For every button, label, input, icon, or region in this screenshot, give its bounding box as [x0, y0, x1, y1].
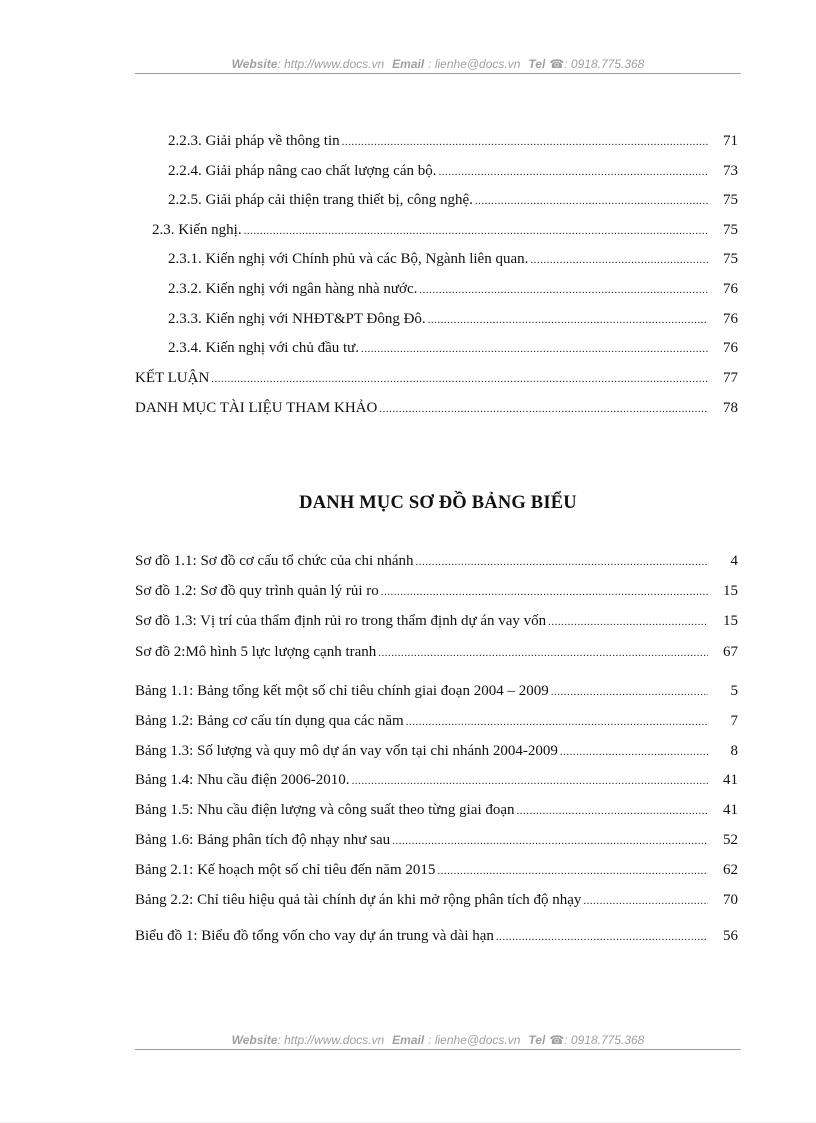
leader-dots — [416, 556, 708, 568]
table-entry[interactable]: Bảng 1.6: Bảng phân tích độ nhạy như sau ..... 52 — [135, 832, 738, 852]
table-entry[interactable]: Bảng 2.2: Chỉ tiêu hiệu quả tài chính dự án khi mở rộng phân tích độ nhạy ..... 70 — [135, 892, 738, 912]
table-entry[interactable]: Bảng 1.4: Nhu cầu điện 2006-2010. ..... 41 — [135, 772, 738, 792]
email-label: Email — [392, 57, 425, 71]
leader-dots — [428, 314, 708, 326]
diagram-entry[interactable]: Sơ đồ 1.2: Sơ đồ quy trình quản lý rủi ro ..... 15 — [135, 583, 738, 603]
toc-entry[interactable]: 2.2.3. Giải pháp về thông tin ..... 71 — [168, 133, 738, 153]
leader-dots — [244, 225, 708, 237]
leader-dots — [517, 805, 708, 817]
table-entry[interactable]: Bảng 2.1: Kế hoạch một số chỉ tiêu đến năm 2015 ..... 62 — [135, 862, 738, 882]
diagram-entry[interactable]: Sơ đồ 1.3: Vị trí của thẩm định rủi ro trong thẩm định dự án vay vốn ..... 15 — [135, 613, 738, 633]
email-value[interactable]: : lienhe@docs.vn — [428, 1033, 521, 1047]
leader-dots — [392, 835, 708, 847]
diagram-entry[interactable]: Sơ đồ 2:Mô hình 5 lực lượng cạnh tranh ..... 67 — [135, 644, 738, 664]
section-title: DANH MỤC SƠ ĐỒ BẢNG BIỂU — [299, 493, 577, 513]
leader-dots — [437, 865, 708, 877]
page-header — [135, 57, 741, 74]
leader-dots — [361, 343, 708, 355]
tel-value: : 0918.775.368 — [564, 1033, 645, 1047]
leader-dots — [406, 716, 708, 728]
leader-dots — [530, 254, 708, 266]
leader-dots — [438, 166, 708, 178]
leader-dots — [551, 686, 708, 698]
toc-entry[interactable]: 2.3.2. Kiến nghị với ngân hàng nhà nước. ..... 76 — [168, 281, 738, 301]
tel-label: Tel — [528, 57, 546, 71]
table-entry[interactable]: Bảng 1.3: Số lượng và quy mô dự án vay vốn tại chi nhánh 2004-2009 ..... 8 — [135, 743, 738, 763]
phone-icon: ☎ — [549, 57, 565, 71]
leader-dots — [419, 284, 708, 296]
chart-entry[interactable]: Biểu đồ 1: Biểu đồ tổng vốn cho vay dự án trung và dài hạn ..... 56 — [135, 928, 738, 948]
table-entry[interactable]: Bảng 1.5: Nhu cầu điện lượng và công suất theo từng giai đoạn ..... 41 — [135, 802, 738, 822]
page-footer — [135, 1033, 741, 1050]
email-label: Email — [392, 1033, 425, 1047]
leader-dots — [379, 403, 708, 415]
leader-dots — [548, 616, 708, 628]
leader-dots — [342, 136, 708, 148]
leader-dots — [211, 373, 708, 385]
website-label: Website — [231, 1033, 278, 1047]
leader-dots — [583, 895, 708, 907]
toc-entry[interactable]: 2.3.1. Kiến nghị với Chính phủ và các Bộ, Ngành liên quan. ..... 75 — [168, 251, 738, 271]
diagram-entry[interactable]: Sơ đồ 1.1: Sơ đồ cơ cấu tổ chức của chi nhánh ..... 4 — [135, 553, 738, 573]
website-url[interactable]: : http://www.docs.vn — [277, 1033, 385, 1047]
leader-dots — [475, 195, 708, 207]
table-entry[interactable]: Bảng 1.2: Bảng cơ cấu tín dụng qua các năm ..... 7 — [135, 713, 738, 733]
toc-entry[interactable]: 2.2.5. Giải pháp cải thiện trang thiết bị, công nghệ. ..... 75 — [168, 192, 738, 212]
leader-dots — [352, 775, 708, 787]
table-entry[interactable]: Bảng 1.1: Bảng tổng kết một số chỉ tiêu chính giai đoạn 2004 – 2009 ..... 5 — [135, 683, 738, 703]
tel-label: Tel — [528, 1033, 546, 1047]
leader-dots — [381, 586, 708, 598]
leader-dots — [378, 647, 708, 659]
website-label: Website — [231, 57, 278, 71]
toc-entry[interactable]: 2.3.3. Kiến nghị với NHĐT&PT Đông Đô. ..... 76 — [168, 311, 738, 331]
toc-entry[interactable]: 2.2.4. Giải pháp nâng cao chất lượng cán bộ. ..... 73 — [168, 163, 738, 183]
phone-icon: ☎ — [549, 1033, 565, 1047]
toc-entry[interactable]: 2.3.4. Kiến nghị với chủ đầu tư. ..... 76 — [168, 340, 738, 360]
toc-entry[interactable]: KẾT LUẬN ..... 77 — [135, 370, 738, 390]
toc-entry[interactable]: DANH MỤC TÀI LIỆU THAM KHẢO ..... 78 — [135, 400, 738, 420]
email-value[interactable]: : lienhe@docs.vn — [428, 57, 521, 71]
leader-dots — [560, 746, 708, 758]
leader-dots — [496, 931, 708, 943]
toc-entry[interactable]: 2.3. Kiến nghị. ..... 75 — [152, 222, 738, 242]
website-url[interactable]: : http://www.docs.vn — [277, 57, 385, 71]
tel-value: : 0918.775.368 — [564, 57, 645, 71]
